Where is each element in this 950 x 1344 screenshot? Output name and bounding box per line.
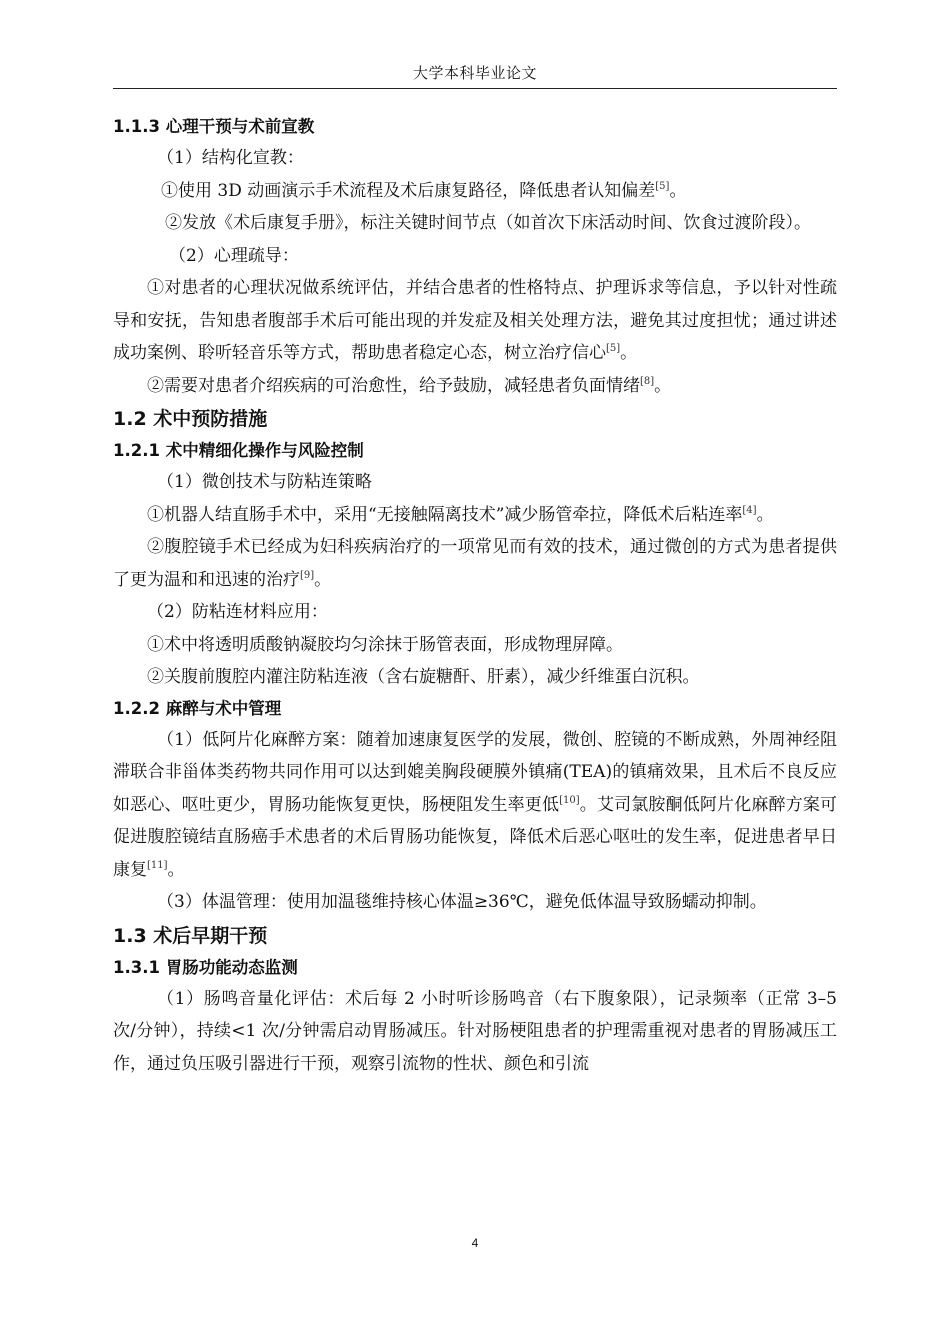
paragraph-text: ①使用 3D 动画演示手术流程及术后康复路径，降低患者认知偏差 [161,180,656,201]
section-heading-1-2: 1.2 术中预防措施 [113,408,268,430]
list-item-heading: （2）防粘连材料应用： [147,602,328,622]
section-heading-1-2-2: 1.2.2 麻醉与术中管理 [113,698,282,718]
paragraph [113,531,837,596]
paragraph-end: 。 [654,375,672,396]
paragraph-text: ①对患者的心理状况做系统评估，并结合患者的性格特点、护理诉求等信息，予以针对性疏导和安抚，告知患者腹部手术后可能出现的并发症及相关处理方法，避免其过度担忧；通过讲述成功案例、聆听轻音乐等方式，帮助患者稳定心态，树立治疗信心 [113,278,837,363]
paragraph [113,370,837,403]
citation-ref: [4] [742,504,757,516]
section-heading-1-3: 1.3 术后早期干预 [113,924,268,947]
section-heading-1-3-1: 1.3.1 胃肠功能动态监测 [113,957,298,977]
paragraph-end: 。 [669,180,687,201]
section-heading-1-1-3: 1.1.3 心理干预与术前宣教 [113,117,315,136]
paragraph [113,724,837,887]
citation-ref: [11] [147,859,168,871]
paragraph-end: 。 [167,859,185,880]
header-divider [113,88,837,89]
paragraph-text: ②腹腔镜手术已经成为妇科疾病治疗的一项常见而有效的技术，通过微创的方式为患者提供了更为温和和迅速的治疗 [113,537,837,590]
paragraph-end: 。 [314,569,332,590]
paragraph: ②发放《术后康复手册》，标注关键时间节点（如首次下床活动时间、饮食过渡阶段）。 [165,213,811,233]
citation-ref: [5] [606,343,621,354]
paragraph [113,272,837,370]
paragraph [113,175,837,208]
paragraph-text: ①机器人结直肠手术中，采用“无接触隔离技术”减少肠管牵拉，降低术后粘连率 [147,504,743,525]
document-body [113,112,837,1080]
page-header-title: 大学本科毕业论文 [412,64,537,82]
page-number: 4 [471,1236,479,1250]
list-item-heading: （1）结构化宣教： [157,148,304,168]
paragraph-end: 。 [620,343,638,363]
paragraph: （3）体温管理：使用加温毯维持核心体温≥36℃，避免低体温导致肠蠕动抑制。 [157,892,767,912]
paragraph [113,499,837,532]
paragraph: ①术中将透明质酸钠凝胶均匀涂抹于肠管表面，形成物理屏障。 [147,634,623,655]
paragraph: ②关腹前腹腔内灌注防粘连液（含右旋糖酐、肝素），减少纤维蛋白沉积。 [147,667,700,687]
paragraph-text: （1）低阿片化麻醉方案：随着加速康复医学的发展，微创、腔镜的不断成熟，外周神经阻滞联合非甾体类药物共同作用可以达到媲美胸段硬膜外镇痛(TEA)的镇痛效果，且术后不良反应如恶心、呕吐更少，胃肠功能恢复更快，肠梗阻发生率更低 [113,729,837,815]
list-item-heading: （1）微创技术与防粘连策略 [157,472,372,492]
citation-ref: [9] [300,569,315,581]
paragraph-text: ②需要对患者介绍疾病的可治愈性，给予鼓励，减轻患者负面情绪 [147,375,640,396]
list-item-heading: （2）心理疏导： [169,245,299,266]
paragraph-end: 。 [756,504,774,525]
paragraph: （1）肠鸣音量化评估：术后每 2 小时听诊肠鸣音（右下腹象限），记录频率（正常 3–5 次/分钟），持续<1 次/分钟需启动胃肠减压。针对肠梗阻患者的护理需重视对患者的胃肠减压工作，通过负压吸引器进行干预，观察引流物的性状、颜色和引流 [113,988,837,1074]
citation-ref: [5] [655,180,670,192]
section-heading-1-2-1: 1.2.1 术中精细化操作与风险控制 [113,441,364,460]
citation-ref: [8] [640,375,655,387]
citation-ref: [10] [559,794,580,806]
paragraph-text: 。艾司氯胺酮低阿片化麻醉方案可促进腹腔镜结直肠癌手术患者的术后胃肠功能恢复，降低术后恶心呕吐的发生率，促进患者早日康复 [113,794,838,880]
